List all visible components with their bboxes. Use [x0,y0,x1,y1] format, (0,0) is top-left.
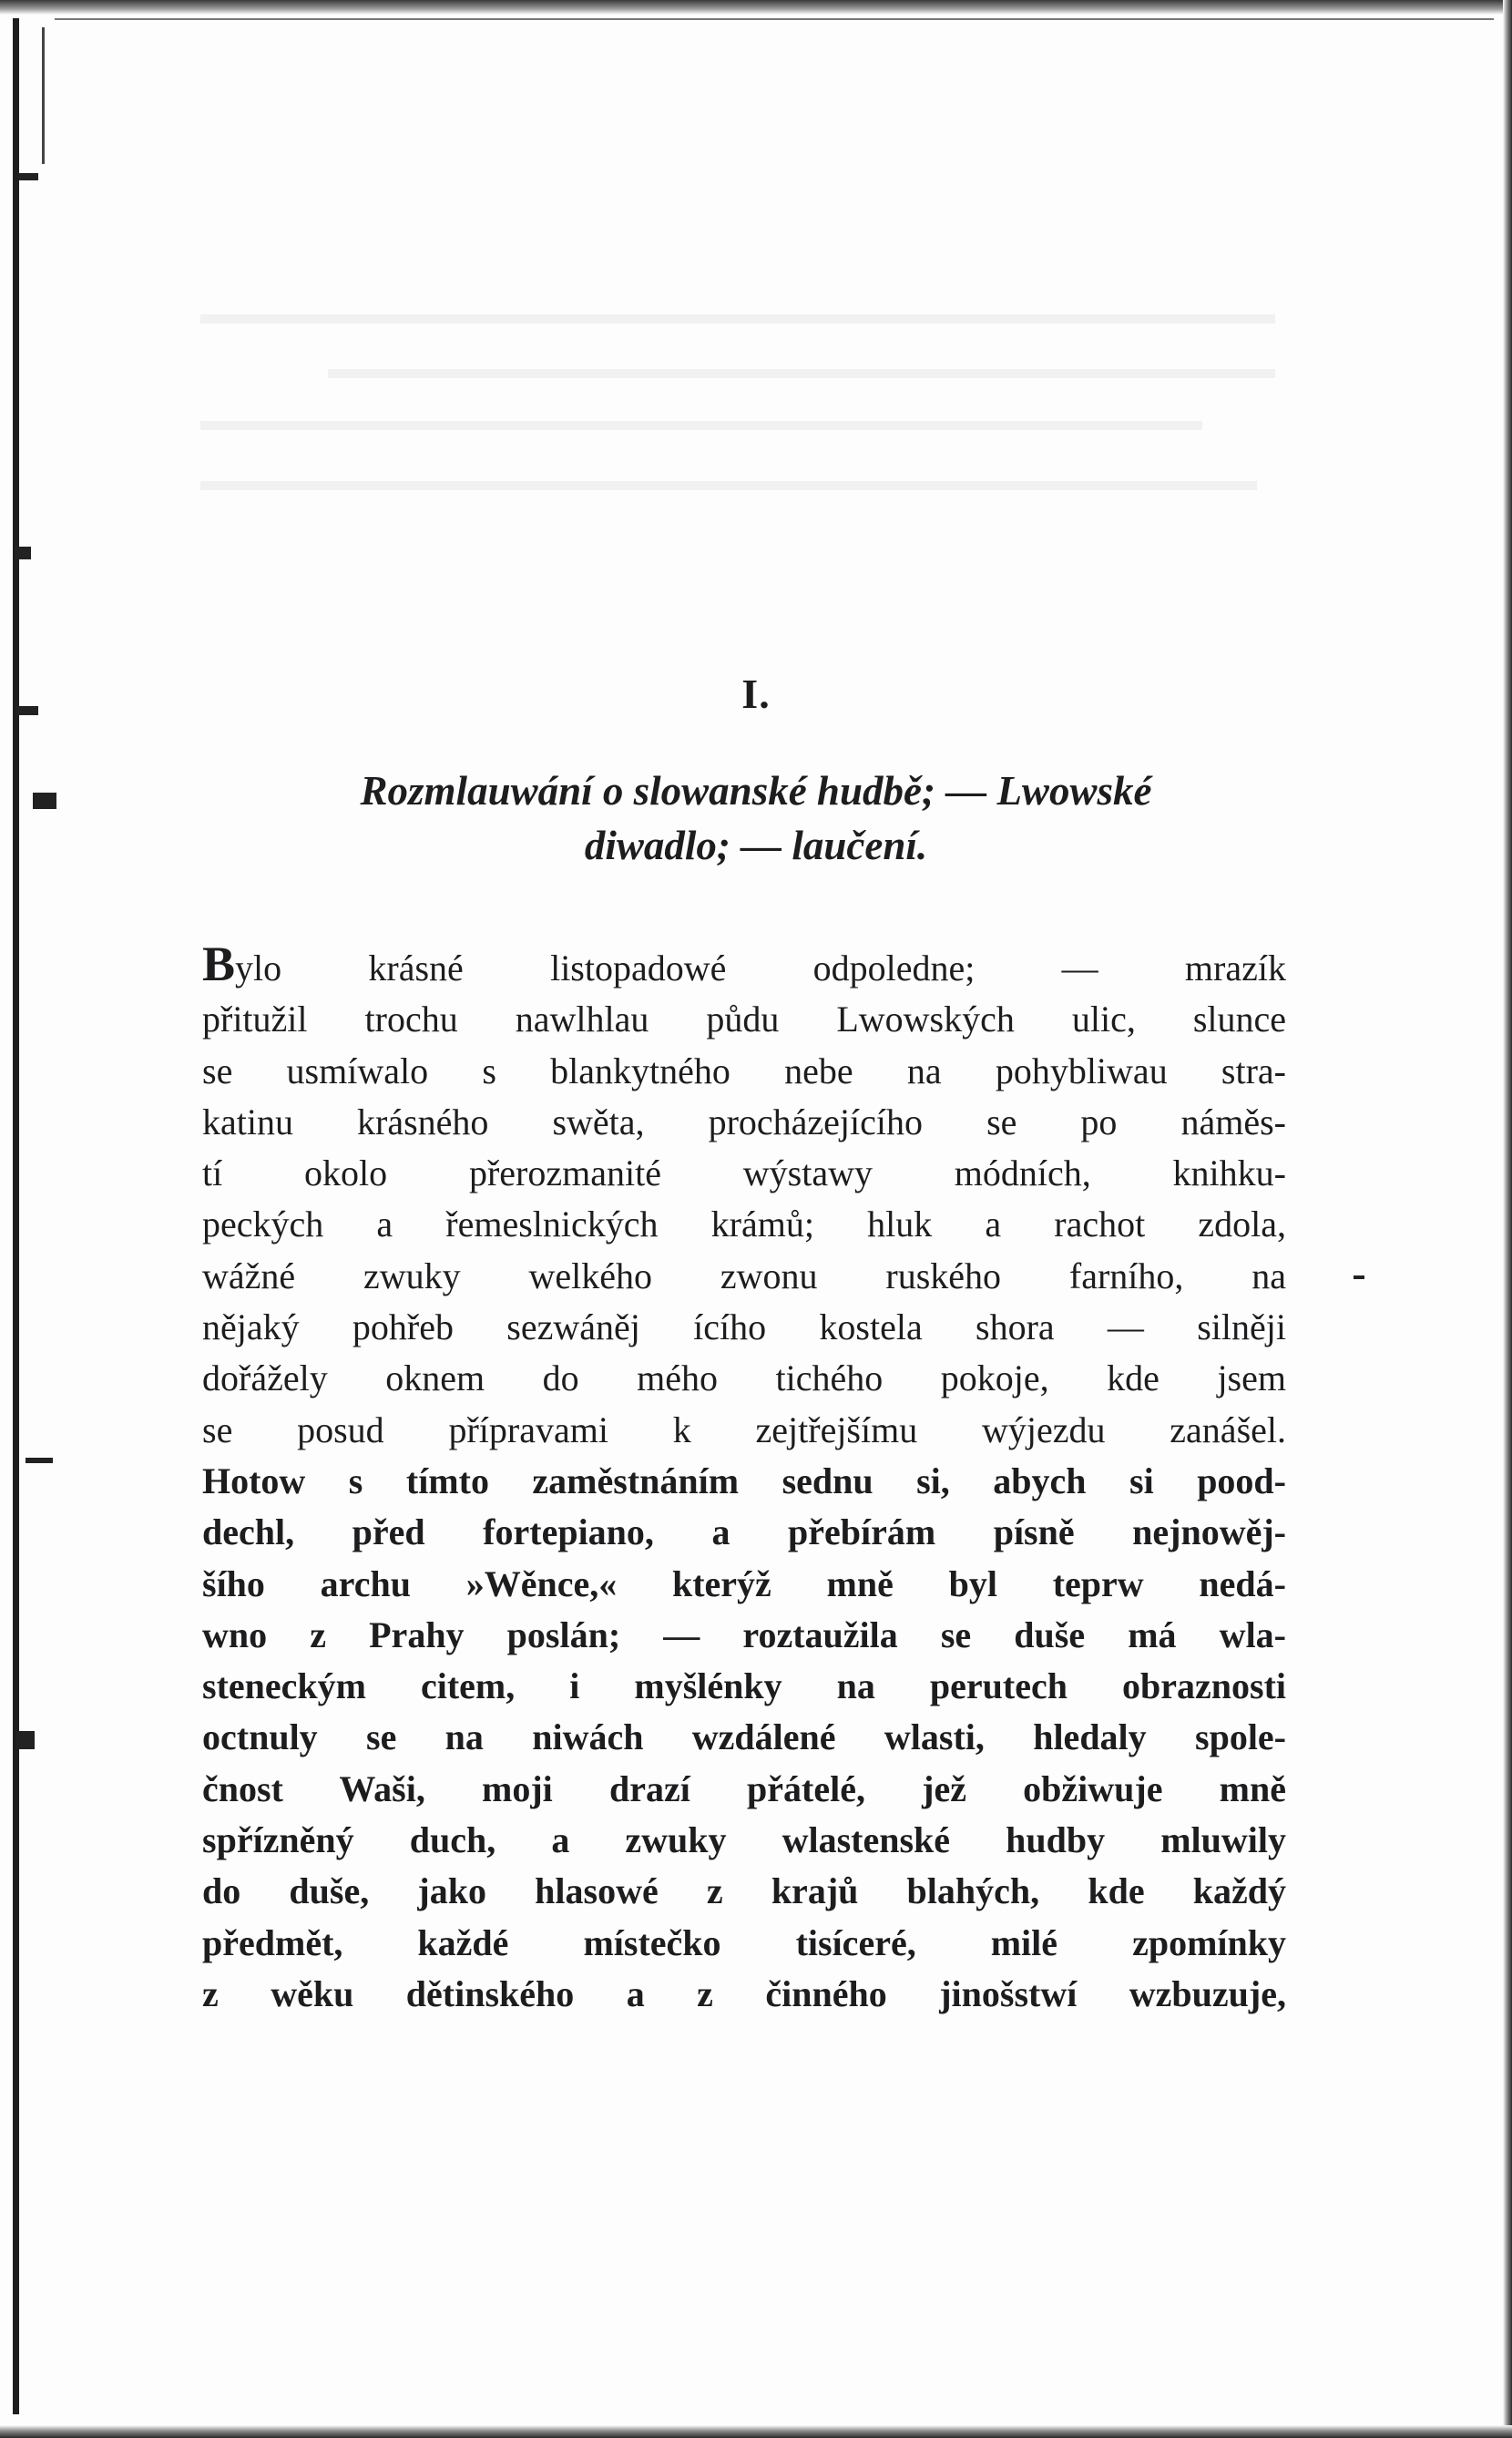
scan-left-mark [42,27,45,164]
text-line: do duše, jako hlasowé z krajů blahých, kde každý [202,1870,1286,1912]
text-line: wno z Prahy poslán; — roztaužila se duše má wla- [202,1613,1286,1655]
show-through [200,314,1275,323]
text-line: šího archu »Wěnce,« kterýž mně byl teprw nedá- [202,1562,1286,1604]
scan-top-edge [0,0,1512,15]
text-line: předmět, každé místečko tisíceré, milé zpomínky [202,1921,1286,1963]
drop-cap: B [202,937,236,991]
chapter-title-line: Rozmlauwání o slowanské hudbě; — Lwowské [360,768,1152,814]
text-line: dořážely oknem do mého tichého pokoje, kde jsem [202,1357,1286,1399]
text-line: z wěku dětinského a z činného jinošstwí wzbuzuje, [202,1972,1286,2014]
text-line: tí okolo přerozmanité wýstawy módních, knihku- [202,1152,1286,1194]
text-line: peckých a řemeslnických krámů; hluk a rachot zdola, [202,1204,1286,1245]
text-line: dechl, před fortepiano, a přebírám písně nejnowěj- [202,1511,1286,1553]
chapter-title [246,763,1266,873]
text-line: přitužil trochu nawlhlau půdu Lwowských ulic, slunce [202,999,1286,1040]
text-line: steneckým citem, i myšlénky na perutech obraznosti [202,1665,1286,1707]
show-through [200,481,1257,490]
first-line-rest: ylo krásné listopadowé odpoledne; — mrazík [235,948,1286,989]
text-line: nějaký pohřeb sezwáněj ícího kostela shora — silněji [202,1306,1286,1348]
body-text [202,937,1286,2020]
text-line: spřízněný duch, a zwuky wlastenské hudby mluwily [202,1819,1286,1861]
text-line: katinu krásného swěta, procházejícího se po náměs- [202,1101,1286,1142]
chapter-number: I. [741,671,771,717]
text-line [202,937,1286,994]
scan-right-edge [1503,0,1512,2438]
scan-mark [16,1731,35,1749]
scan-mark [18,173,38,180]
scan-mark [26,1458,53,1463]
text-line: octnuly se na niwách wzdálené wlasti, hledaly spole- [202,1716,1286,1758]
scan-mark [1354,1275,1364,1279]
scan-mark [15,547,31,559]
text-line: Hotow s tímto zaměstnáním sednu si, abych si pood- [202,1460,1286,1501]
chapter-title-line: diwadlo; — laučení. [584,823,928,868]
scan-top-line [55,18,1494,20]
show-through [200,421,1202,430]
scan-mark [33,793,56,809]
scan-left-edge [13,18,19,2414]
text-line: čnost Waši, moji drazí přátelé, jež obžiwuje mně [202,1767,1286,1809]
show-through [328,369,1275,378]
text-line: se usmíwalo s blankytného nebe na pohybliwau stra- [202,1050,1286,1091]
scan-bottom-edge [0,2425,1512,2438]
text-line: wážné zwuky welkého zwonu ruského farního, na [202,1255,1286,1296]
text-line: se posud přípravami k zejtřejšímu wýjezdu zanášel. [202,1409,1286,1450]
